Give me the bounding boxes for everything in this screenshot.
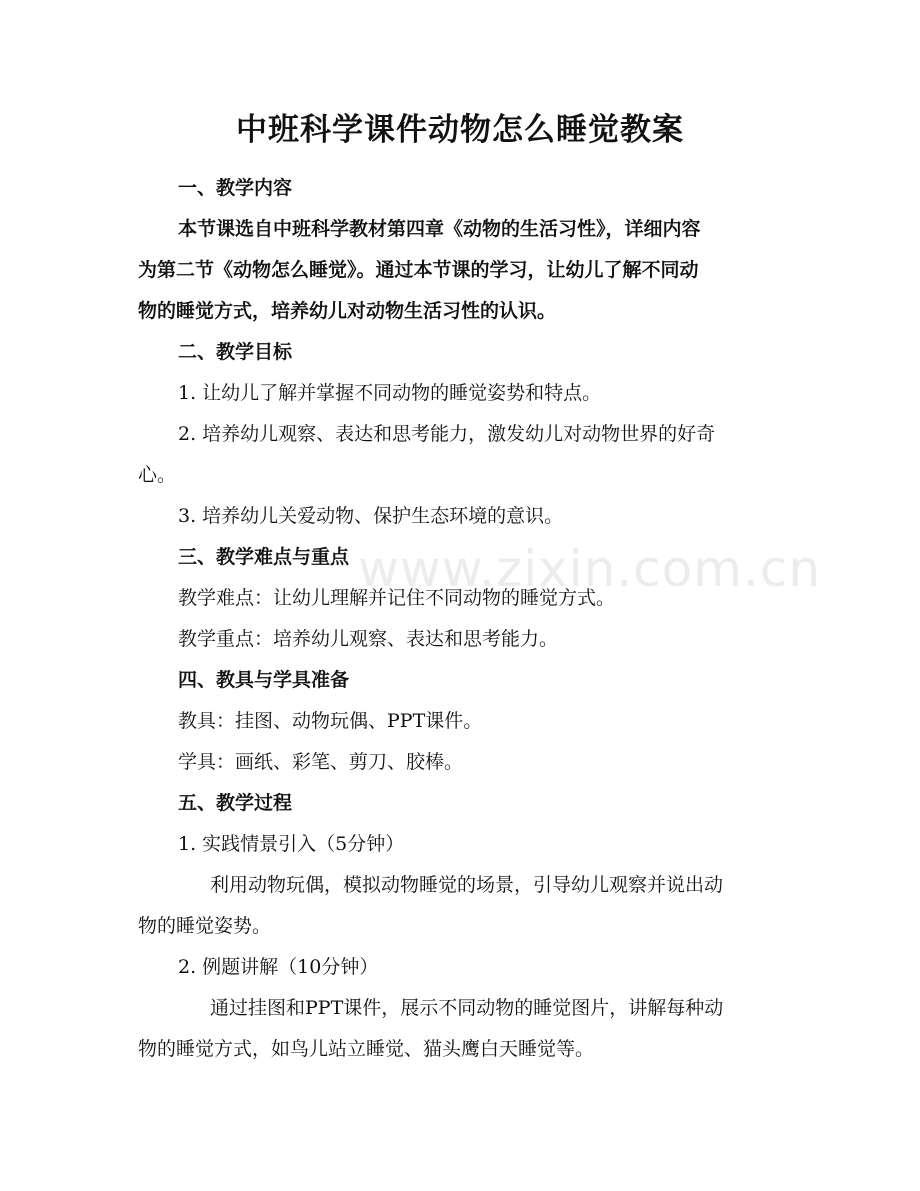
watermark: www.zixin.com.cn bbox=[358, 540, 822, 598]
paragraph-line: 教学难点：让幼儿理解并记住不同动物的睡觉方式。 bbox=[178, 587, 616, 609]
paragraph-line: 通过挂图和PPT课件，展示不同动物的睡觉图片，讲解每种动 bbox=[210, 997, 724, 1019]
paragraph-line: 学具：画纸、彩笔、剪刀、胶棒。 bbox=[178, 751, 464, 773]
section-heading-process: 五、教学过程 bbox=[178, 792, 293, 814]
list-item: 1. 实践情景引入（5分钟） bbox=[178, 833, 405, 855]
section-heading-content: 一、教学内容 bbox=[178, 177, 293, 199]
list-item: 2. 培养幼儿观察、表达和思考能力，激发幼儿对动物世界的好奇 bbox=[178, 423, 716, 445]
paragraph-line: 为第二节《动物怎么睡觉》。通过本节课的学习，让幼儿了解不同动 bbox=[138, 259, 699, 281]
paragraph-line: 物的睡觉姿势。 bbox=[138, 915, 272, 937]
list-item: 1. 让幼儿了解并掌握不同动物的睡觉姿势和特点。 bbox=[178, 382, 602, 404]
paragraph-line: 物的睡觉方式，如鸟儿站立睡觉、猫头鹰白天睡觉等。 bbox=[138, 1038, 595, 1060]
document-title: 中班科学课件动物怎么睡觉教案 bbox=[236, 112, 684, 148]
paragraph-line: 本节课选自中班科学教材第四章《动物的生活习性》，详细内容 bbox=[178, 218, 701, 240]
section-heading-objectives: 二、教学目标 bbox=[178, 341, 293, 363]
list-item: 3. 培养幼儿关爱动物、保护生态环境的意识。 bbox=[178, 505, 564, 527]
section-heading-materials: 四、教具与学具准备 bbox=[178, 669, 350, 691]
paragraph-line: 物的睡觉方式，培养幼儿对动物生活习性的认识。 bbox=[138, 300, 557, 322]
section-heading-key-points: 三、教学难点与重点 bbox=[178, 546, 350, 568]
list-item-continuation: 心。 bbox=[138, 464, 177, 486]
paragraph-line: 教学重点：培养幼儿观察、表达和思考能力。 bbox=[178, 628, 559, 650]
list-item: 2. 例题讲解（10分钟） bbox=[178, 956, 379, 978]
paragraph-line: 教具：挂图、动物玩偶、PPT课件。 bbox=[178, 710, 483, 732]
paragraph-line: 利用动物玩偶，模拟动物睡觉的场景，引导幼儿观察并说出动 bbox=[210, 874, 724, 896]
